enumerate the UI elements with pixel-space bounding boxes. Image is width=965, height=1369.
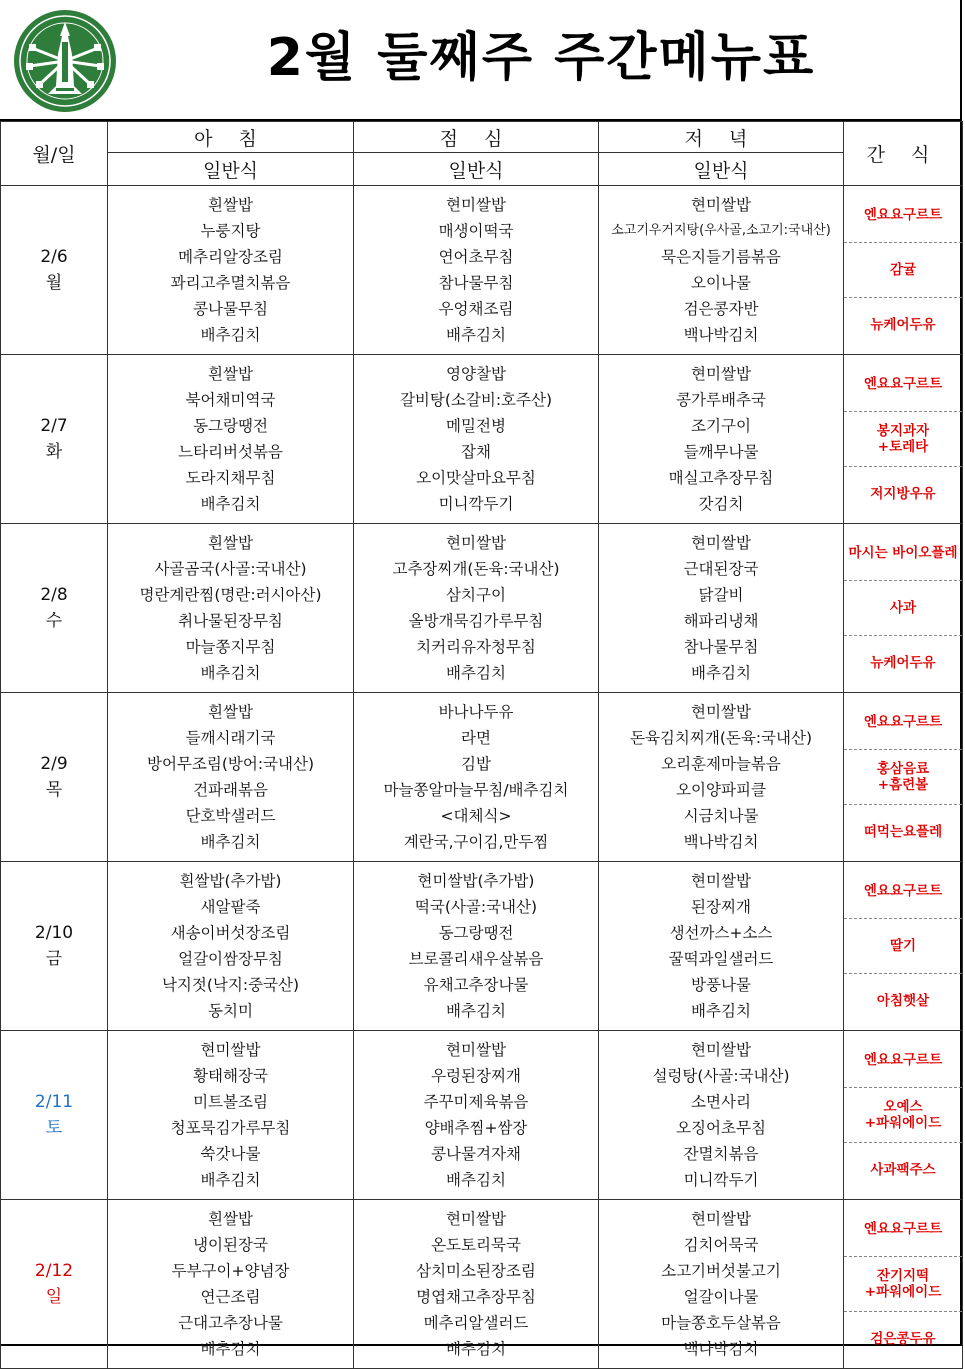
date-cell [1,524,108,693]
dish-item: 꿀떡과일샐러드 [668,950,774,968]
dish-item: 배추김치 [446,1002,506,1020]
snack-item: 뉴케어두유 [870,655,936,672]
breakfast-header: 아 침 [108,122,354,153]
dish-item: 유채고추장나물 [423,976,529,994]
snack-item: 홍삼음료 +흠련볼 [844,750,962,805]
dish-item: 마늘쫑호두살볶음 [661,1314,781,1332]
breakfast-dish-list [108,693,353,861]
lunch-diet-type: 일반식 [354,153,599,186]
date-cell [1,862,108,1031]
dinner-header: 저 녁 [599,122,844,153]
dish-item: 배추김치 [200,664,261,682]
dinner-cell [599,1200,844,1369]
dish-item: 현미쌀밥 [691,196,751,214]
snack-item: 엔요요구르트 [844,1202,962,1257]
dish-item: 주꾸미제육볶음 [423,1093,529,1111]
breakfast-dish-list [108,355,353,523]
dish-item: 들깨시래기국 [185,729,276,747]
dish-item: 사골곰국(사골:국내산) [154,560,307,578]
breakfast-dish-list [108,1200,353,1368]
lunch-cell [354,1200,599,1369]
date-cell [1,693,108,862]
dish-item: 바나나두유 [438,703,514,721]
dish-item: 북어채미역국 [185,391,276,409]
dish-item: 근대고추장나물 [178,1314,283,1332]
breakfast-dish-list [108,186,353,354]
dish-item: 온도토리묵국 [431,1236,521,1254]
lunch-cell [354,693,599,862]
dish-item: 현미쌀밥 [691,534,751,552]
dish-item: 배추김치 [446,664,506,682]
breakfast-dish-list [108,524,353,692]
dish-item: 소면사리 [691,1093,751,1111]
dish-item: 김치어묵국 [683,1236,759,1254]
dish-item: 마늘쫑알마늘무침/배추김치 [383,781,569,799]
dish-item: 연근조림 [200,1288,261,1306]
date-label: 2/9 [40,754,68,774]
lunch-dish-list [354,1200,598,1368]
date-label: 2/7 [40,416,68,436]
dish-item: 백나박김치 [683,326,759,344]
snack-item: 마시는 바이오플레 [844,526,962,581]
snack-cell [844,355,963,524]
snack-item: 떠먹는요플레 [863,824,943,841]
day-row [1,862,963,1031]
dish-item: 우엉채조림 [438,300,514,318]
dinner-dish-list [599,862,843,1030]
snack-list [844,1202,962,1367]
dinner-dish-list [599,1031,843,1199]
lunch-header: 점 심 [354,122,599,153]
lunch-cell [354,186,599,355]
dinner-cell [599,862,844,1031]
dish-item: 현미쌀밥 [446,196,506,214]
dish-item: 된장찌개 [691,898,751,916]
diet-type-row [1,153,963,186]
snack-item: 감귤 [844,243,962,298]
weekday-label: 목 [45,780,63,800]
lunch-dish-list [354,524,598,692]
breakfast-cell [108,186,354,355]
lunch-dish-list [354,1031,598,1199]
dish-item: 우렁된장찌개 [431,1067,521,1085]
date-label: 2/10 [34,923,74,943]
snack-item: 사과팩주스 [870,1162,936,1179]
snack-item: 잔기지떡 +파워에이드 [844,1257,962,1312]
dish-item: 냉이된장국 [193,1236,268,1254]
dish-item: 황태해장국 [193,1067,268,1085]
dish-item: 현미쌀밥 [446,534,506,552]
dish-item: 배추김치 [200,1340,261,1358]
dish-item: 느타리버섯볶음 [178,443,283,461]
weekday-label: 화 [45,442,63,462]
dish-item: 흰쌀밥(추가밥) [179,872,282,890]
date-label: 2/6 [40,247,68,267]
dish-item: 현미쌀밥 [691,1210,751,1228]
dish-item: 삼치구이 [446,586,506,604]
dish-item: 두부구이+양념장 [171,1262,290,1280]
dish-item: 브로콜리새우살볶음 [408,950,544,968]
dinner-cell [599,693,844,862]
dish-item: 새송이버섯장조림 [170,924,291,942]
dish-item: 영양찰밥 [446,365,506,383]
dish-item: 동그랑땡전 [438,924,514,942]
dish-item: 김밥 [461,755,491,773]
dinner-diet-type: 일반식 [599,153,844,186]
snack-item: 뉴케어두유 [870,317,936,334]
dish-item: 검은콩자반 [683,300,759,318]
dish-item: 백나박김치 [683,1340,759,1358]
lunch-cell [354,1031,599,1200]
dish-item: 떡국(사골:국내산) [414,898,538,916]
dish-item: 현미쌀밥 [691,1041,751,1059]
weekday-label: 일 [45,1287,63,1307]
dish-item: 미니깍두기 [438,495,514,513]
breakfast-dish-list [108,1031,353,1199]
dish-item: 콩나물겨자채 [431,1145,521,1163]
dish-item: 흰쌀밥 [208,534,253,552]
weekday-label: 토 [45,1118,63,1138]
emblem-logo [12,8,118,114]
dish-item: 취나물된장무침 [178,612,283,630]
dish-item: 매실고추장무침 [668,469,774,487]
snack-item: 봉지과자 +토레타 [844,412,962,467]
lunch-cell [354,355,599,524]
dish-item: 얼갈이나물 [683,1288,759,1306]
dish-item: 백나박김치 [683,833,759,851]
day-row [1,355,963,524]
dish-item: 배추김치 [200,1171,261,1189]
lunch-cell [354,524,599,693]
breakfast-cell [108,524,354,693]
dish-item: 배추김치 [691,664,751,682]
dish-item: 미니깍두기 [683,1171,759,1189]
lunch-dish-list [354,693,598,861]
day-row [1,1031,963,1200]
dish-item: 잡채 [461,443,491,461]
snack-cell [844,1031,963,1200]
breakfast-cell [108,355,354,524]
weekday-label: 금 [45,949,63,969]
date-label: 2/8 [40,585,68,605]
date-cell [1,355,108,524]
dish-item: 갓김치 [698,495,744,513]
dish-item: 오징어초무침 [676,1119,766,1137]
day-row [1,693,963,862]
snack-list [844,526,962,691]
dish-item: 갈비탕(소갈비:호주산) [399,391,553,409]
snack-cell [844,524,963,693]
dish-item: 콩가루배추국 [676,391,766,409]
snack-item: 검은콩두유 [870,1331,936,1348]
menu-body [1,186,963,1369]
dinner-cell [599,1031,844,1200]
dish-item: 묵은지들기름볶음 [661,248,781,266]
dish-item: 쑥갓나물 [200,1145,261,1163]
dish-item: 단호박샐러드 [185,807,276,825]
dish-item: 올방개묵김가루무침 [408,612,544,630]
snack-item: 엔요요구르트 [844,695,962,750]
dish-item: 근대된장국 [683,560,759,578]
dish-item: 콩나물무침 [193,300,268,318]
dish-item: 메추리알샐러드 [423,1314,529,1332]
dish-item: 흰쌀밥 [208,1210,253,1228]
dish-item: 조기구이 [691,417,751,435]
dish-item: 라면 [461,729,491,747]
snack-list [844,864,962,1029]
dish-item: 참나물무침 [438,274,514,292]
snack-item: 엔요요구르트 [844,188,962,243]
breakfast-dish-list [108,862,353,1030]
dish-item: 누룽지탕 [200,222,261,240]
dish-item: 배추김치 [446,1171,506,1189]
dinner-dish-list [599,1200,843,1368]
dinner-dish-list [599,693,843,861]
dish-item: 현미쌀밥(추가밥) [417,872,535,890]
dish-item: 양배추찜+쌈장 [424,1119,528,1137]
date-cell [1,1031,108,1200]
dish-item: 참나물무침 [683,638,759,656]
dish-item: 배추김치 [200,495,261,513]
dish-item: 마늘쫑지무침 [185,638,276,656]
date-label: 2/11 [34,1092,74,1112]
dish-item: 매생이떡국 [438,222,514,240]
dish-item: 흰쌀밥 [208,196,253,214]
snack-item: 오예스 +파워에이드 [844,1088,962,1143]
snack-cell [844,693,963,862]
dish-item: 낙지젓(낙지:중국산) [161,976,300,994]
date-column-header: 월/일 [1,122,108,186]
date-label: 2/12 [34,1261,74,1281]
dish-item: 현미쌀밥 [691,703,751,721]
snack-cell [844,862,963,1031]
breakfast-diet-type: 일반식 [108,153,354,186]
dish-item: 명란계란찜(명란:러시아산) [139,586,322,604]
dish-item: <대체식> [440,807,512,825]
dinner-cell [599,524,844,693]
dish-item: 해파리냉채 [683,612,759,630]
snack-item: 아침햇살 [876,993,930,1010]
dish-item: 현미쌀밥 [446,1041,506,1059]
lunch-dish-list [354,862,598,1030]
lunch-dish-list [354,355,598,523]
dish-item: 방어무조림(방어:국내산) [146,755,315,773]
dish-item: 연어초무침 [438,248,514,266]
breakfast-cell [108,1200,354,1369]
dish-item: 흰쌀밥 [208,703,253,721]
dish-item: 생선까스+소스 [669,924,773,942]
dish-item: 명엽채고추장무침 [416,1288,536,1306]
snack-item: 딸기 [844,919,962,974]
dish-item: 배추김치 [446,1340,506,1358]
dish-item: 배추김치 [200,326,261,344]
dinner-cell [599,355,844,524]
dish-item: 오이나물 [691,274,751,292]
date-cell [1,186,108,355]
snack-cell [844,1200,963,1369]
dinner-dish-list [599,186,843,354]
dish-item: 배추김치 [691,1002,751,1020]
breakfast-cell [108,862,354,1031]
day-row [1,524,963,693]
dish-item: 현미쌀밥 [691,365,751,383]
dish-item: 소고기우거지탕(우사골,소고기:국내산) [611,223,831,238]
dinner-dish-list [599,524,843,692]
dish-item: 도라지채무침 [185,469,276,487]
breakfast-cell [108,1031,354,1200]
dish-item: 새알팥죽 [200,898,261,916]
dish-item: 흰쌀밥 [208,365,253,383]
dish-item: 고추장찌개(돈육:국내산) [392,560,560,578]
dish-item: 현미쌀밥 [200,1041,261,1059]
dish-item: 오이맛살마요무침 [416,469,536,487]
dish-item: 시금치나물 [683,807,759,825]
snack-item: 저지방우유 [870,486,936,503]
snack-list [844,357,962,522]
snack-list [844,1033,962,1198]
day-row [1,186,963,355]
dish-item: 청포묵김가루무침 [170,1119,291,1137]
dish-item: 들깨무나물 [683,443,759,461]
dish-item: 미트볼조림 [193,1093,268,1111]
dish-item: 메추리알장조림 [178,248,283,266]
dinner-cell [599,186,844,355]
dish-item: 동그랑땡전 [193,417,268,435]
weekly-menu-table [0,121,963,1369]
dish-item: 삼치미소된장조림 [416,1262,536,1280]
snack-list [844,188,962,353]
dinner-dish-list [599,355,843,523]
dish-item: 잔멸치볶음 [683,1145,759,1163]
weekday-label: 수 [45,611,63,631]
snack-item: 엔요요구르트 [844,1033,962,1088]
header [0,0,962,120]
day-row [1,1200,963,1369]
snack-cell [844,186,963,355]
date-cell [1,1200,108,1369]
dish-item: 현미쌀밥 [691,872,751,890]
dish-item: 닭갈비 [698,586,744,604]
dish-item: 계란국,구이김,만두찜 [403,833,549,851]
dish-item: 설렁탕(사골:국내산) [652,1067,790,1085]
lunch-cell [354,862,599,1031]
dish-item: 메밀전병 [446,417,506,435]
snack-item: 엔요요구르트 [844,864,962,919]
weekday-label: 월 [45,273,63,293]
dish-item: 치커리유자청무침 [416,638,536,656]
snack-item: 사과 [844,581,962,636]
dish-item: 얼갈이쌈장무침 [178,950,283,968]
snack-header: 간 식 [844,122,963,186]
dish-item: 꽈리고추멸치볶음 [170,274,291,292]
page-title: 2월 둘째주 주간메뉴표 [266,28,816,88]
snack-item: 엔요요구르트 [844,357,962,412]
dish-item: 현미쌀밥 [446,1210,506,1228]
dish-item: 돈육김치찌개(돈육:국내산) [629,729,813,747]
dish-item: 건파래볶음 [193,781,268,799]
dish-item: 배추김치 [446,326,506,344]
dish-item: 오리훈제마늘볶음 [661,755,781,773]
dish-item: 동치미 [208,1002,253,1020]
dish-item: 오이양파피클 [676,781,766,799]
snack-list [844,695,962,860]
meal-header-row [1,122,963,153]
dish-item: 방풍나물 [691,976,751,994]
dish-item: 배추김치 [200,833,261,851]
dish-item: 소고기버섯불고기 [661,1262,781,1280]
breakfast-cell [108,693,354,862]
lunch-dish-list [354,186,598,354]
